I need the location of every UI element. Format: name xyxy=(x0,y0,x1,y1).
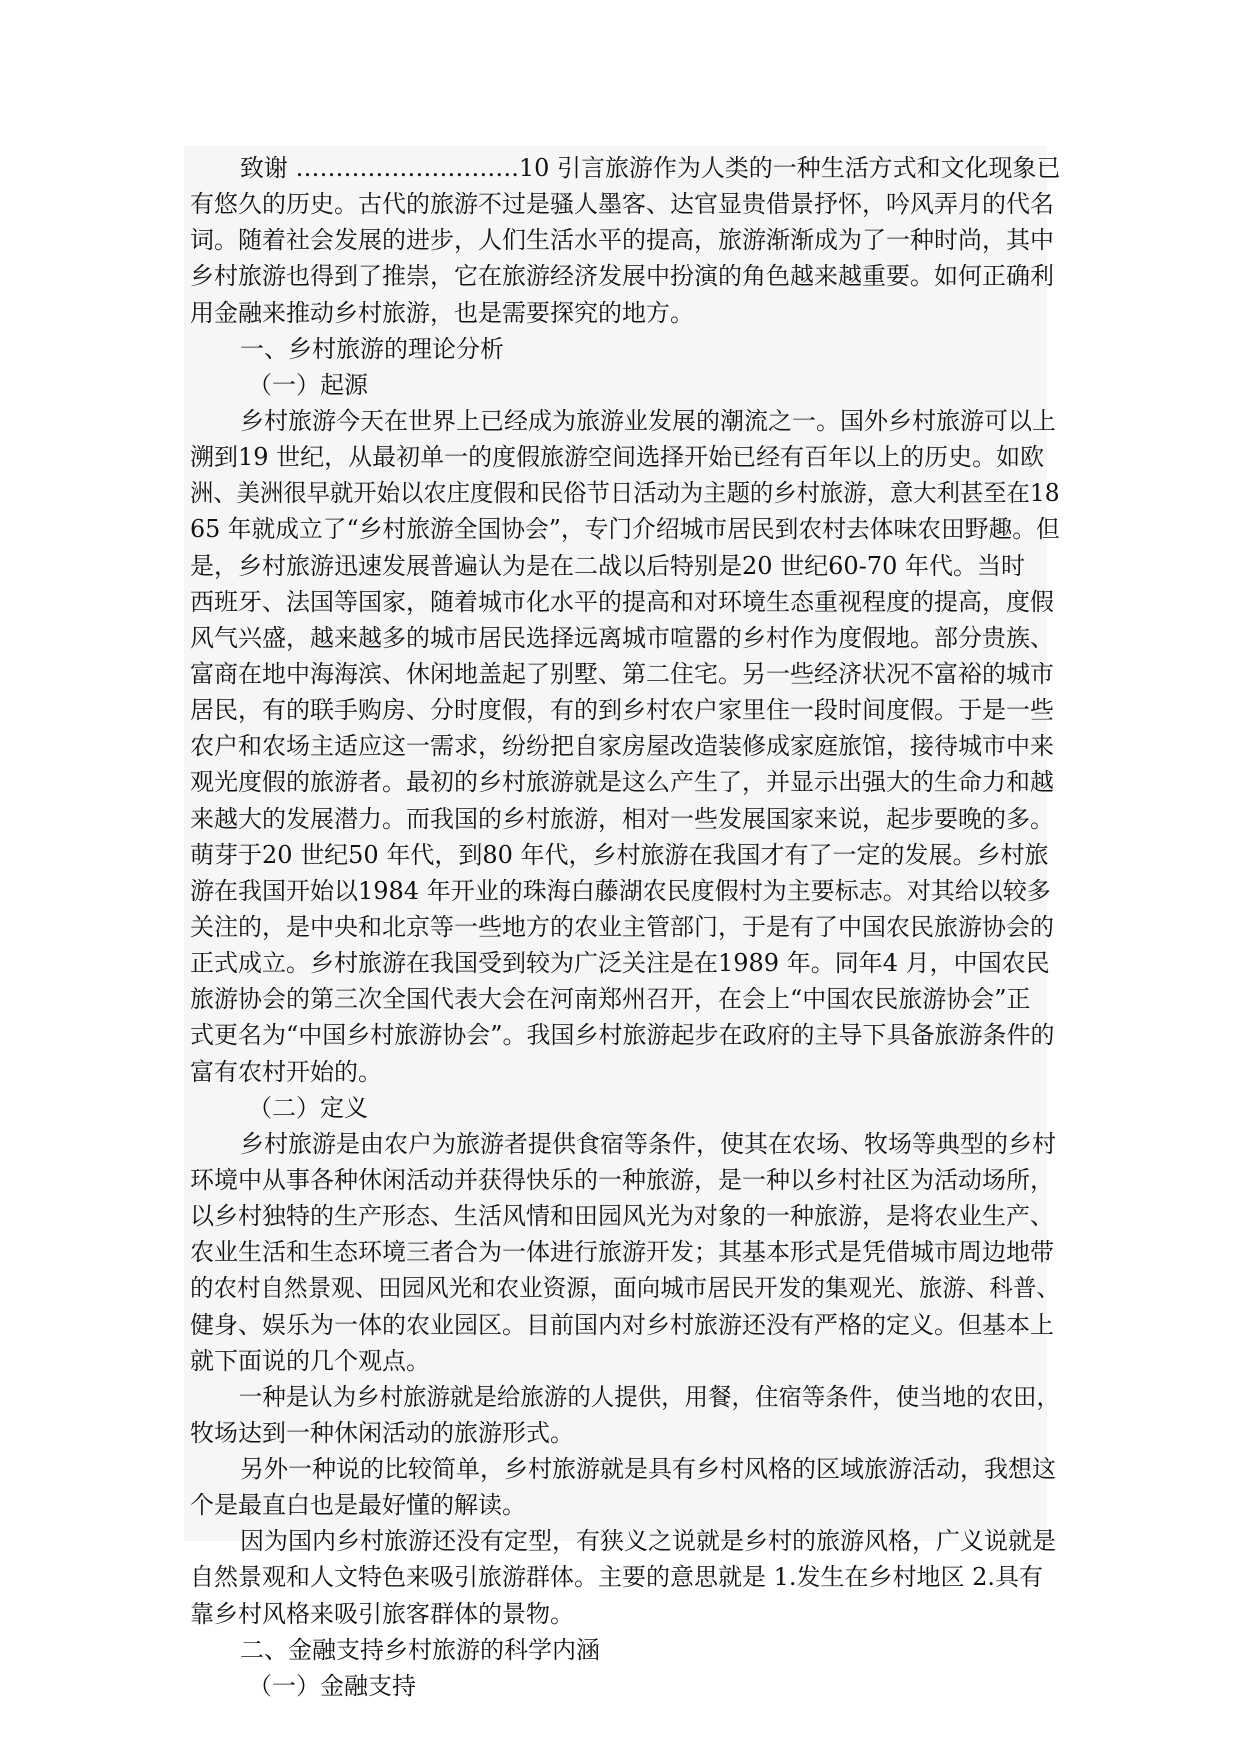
text-line: 洲、美洲很早就开始以农庄度假和民俗节日活动为主题的乡村旅游，意大利甚至在18 xyxy=(190,479,1060,508)
text-line: 来越大的发展潜力。而我国的乡村旅游，相对一些发展国家来说，起步要晚的多。 xyxy=(190,804,1054,833)
text-line: 农户和农场主适应这一需求，纷纷把自家房屋改造装修成家庭旅馆，接待城市中来 xyxy=(190,732,1054,761)
text-line: （一）起源 xyxy=(248,370,368,399)
text-line: 萌芽于20 世纪50 年代，到80 年代，乡村旅游在我国才有了一定的发展。乡村旅 xyxy=(190,840,1049,869)
text-line: 游在我国开始以1984 年开业的珠海白藤湖农民度假村为主要标志。对其给以较多 xyxy=(190,876,1051,905)
text-line: 农业生活和生态环境三者合为一体进行旅游开发；其基本形式是凭借城市周边地带 xyxy=(190,1238,1054,1267)
text-line: 另外一种说的比较简单，乡村旅游就是具有乡村风格的区域旅游活动，我想这 xyxy=(240,1455,1056,1484)
text-line: 富商在地中海海滨、休闲地盖起了别墅、第二住宅。另一些经济状况不富裕的城市 xyxy=(190,659,1054,688)
text-line: 个是最直白也是最好懂的解读。 xyxy=(190,1491,526,1520)
text-line: 65 年就成立了“乡村旅游全国协会”，专门介绍城市居民到农村去体味农田野趣。但 xyxy=(190,515,1060,544)
text-line: 乡村旅游也得到了推崇，它在旅游经济发展中扮演的角色越来越重要。如何正确利 xyxy=(190,262,1054,291)
document-body xyxy=(190,150,1085,1704)
text-line: 旅游协会的第三次全国代表大会在河南郑州召开，在会上“中国农民旅游协会”正 xyxy=(190,985,1031,1014)
text-line: 富有农村开始的。 xyxy=(190,1057,382,1086)
text-line: 一种是认为乡村旅游就是给旅游的人提供，用餐，住宿等条件，使当地的农田， xyxy=(238,1382,1060,1411)
text-line: 环境中从事各种休闲活动并获得快乐的一种旅游，是一种以乡村社区为活动场所， xyxy=(190,1165,1054,1194)
text-line: 的农村自然景观、田园风光和农业资源，面向城市居民开发的集观光、旅游、科普、 xyxy=(190,1274,1060,1303)
text-line: 溯到19 世纪，从最初单一的度假旅游空间选择开始已经有百年以上的历史。如欧 xyxy=(190,443,1045,472)
text-line: 乡村旅游是由农户为旅游者提供食宿等条件，使其在农场、牧场等典型的乡村 xyxy=(240,1129,1056,1158)
text-line: 靠乡村风格来吸引旅客群体的景物。 xyxy=(190,1599,574,1628)
text-line: 乡村旅游今天在世界上已经成为旅游业发展的潮流之一。国外乡村旅游可以上 xyxy=(240,406,1056,435)
text-line: 正式成立。乡村旅游在我国受到较为广泛关注是在1989 年。同年4 月，中国农民 xyxy=(190,949,1050,978)
text-line: 自然景观和人文特色来吸引旅游群体。主要的意思就是 1.发生在乡村地区 2.具有 xyxy=(190,1563,1044,1592)
text-line: 关注的，是中央和北京等一些地方的农业主管部门，于是有了中国农民旅游协会的 xyxy=(190,912,1054,941)
text-line: 观光度假的旅游者。最初的乡村旅游就是这么产生了，并显示出强大的生命力和越 xyxy=(190,768,1054,797)
text-line: 西班牙、法国等国家，随着城市化水平的提高和对环境生态重视程度的提高，度假 xyxy=(190,587,1054,616)
text-line: （二）定义 xyxy=(248,1093,368,1122)
text-line: 一、乡村旅游的理论分析 xyxy=(240,334,504,363)
text-line: 致谢 ……………………….10 引言旅游作为人类的一种生活方式和文化现象已 xyxy=(239,154,1061,182)
text-line: 有悠久的历史。古代的旅游不过是骚人墨客、达官显贵借景抒怀，吟风弄月的代名 xyxy=(190,190,1054,219)
text-line: 健身、娱乐为一体的农业园区。目前国内对乡村旅游还没有严格的定义。但基本上 xyxy=(190,1310,1054,1339)
text-line: 就下面说的几个观点。 xyxy=(190,1346,430,1375)
text-line: 用金融来推动乡村旅游，也是需要探究的地方。 xyxy=(190,298,694,327)
text-line: 词。随着社会发展的进步，人们生活水平的提高，旅游渐渐成为了一种时尚，其中 xyxy=(190,226,1054,255)
text-line: 风气兴盛，越来越多的城市居民选择远离城市喧嚣的乡村作为度假地。部分贵族、 xyxy=(190,623,1054,652)
text-line: 二、金融支持乡村旅游的科学内涵 xyxy=(240,1635,600,1664)
text-line: 以乡村独特的生产形态、生活风情和田园风光为对象的一种旅游，是将农业生产、 xyxy=(190,1202,1054,1231)
text-line: 居民，有的联手购房、分时度假，有的到乡村农户家里住一段时间度假。于是一些 xyxy=(190,696,1054,725)
text-line: （一）金融支持 xyxy=(248,1671,416,1700)
text-line: 是，乡村旅游迅速发展普遍认为是在二战以后特别是20 世纪60-70 年代。当时 xyxy=(190,551,1025,580)
text-line: 因为国内乡村旅游还没有定型，有狭义之说就是乡村的旅游风格，广义说就是 xyxy=(240,1527,1056,1556)
text-line: 牧场达到一种休闲活动的旅游形式。 xyxy=(190,1418,574,1447)
text-line: 式更名为“中国乡村旅游协会”。我国乡村旅游起步在政府的主导下具备旅游条件的 xyxy=(190,1021,1055,1050)
